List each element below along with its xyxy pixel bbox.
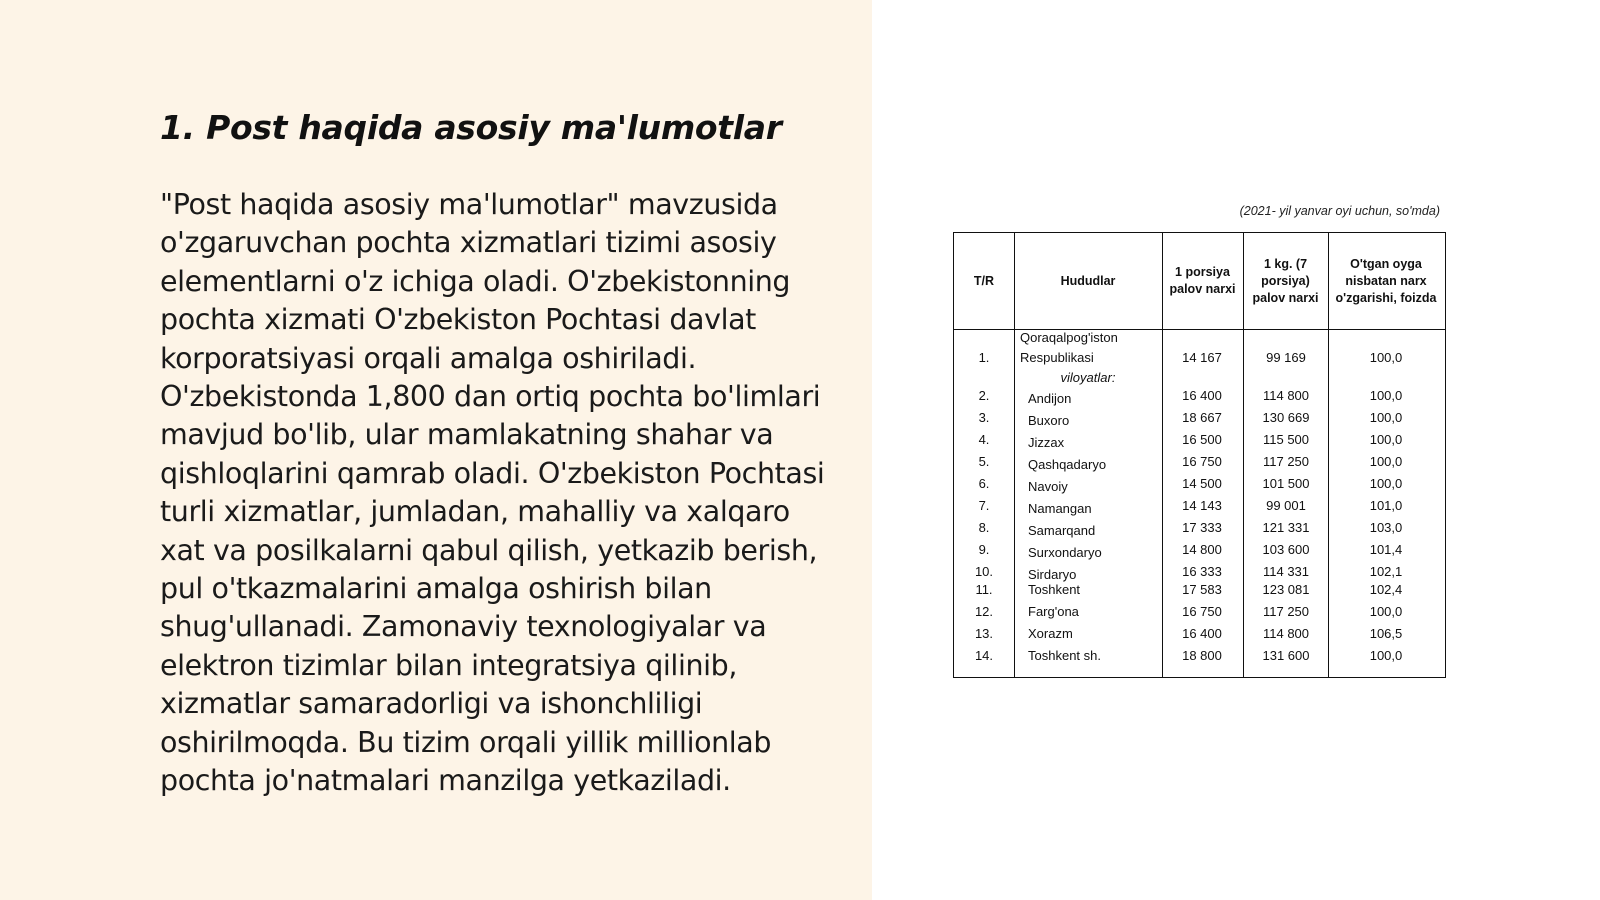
row-num: 10.: [974, 564, 994, 579]
region-cell: Toshkent: [1028, 582, 1081, 597]
price-kg-cell: 130 669: [1262, 410, 1310, 425]
change-cell: 100,0: [1369, 476, 1403, 491]
price-1-cell: 14 500: [1182, 476, 1222, 491]
subheading: viloyatlar:: [1060, 370, 1116, 385]
price-table: [953, 232, 1446, 678]
price-kg-cell: 114 800: [1262, 626, 1310, 641]
row-num: 5.: [978, 454, 990, 469]
change-cell: 100,0: [1369, 604, 1403, 619]
price-kg-cell: 117 250: [1262, 454, 1310, 469]
region-cell: Xorazm: [1028, 626, 1073, 641]
change-cell: 100,0: [1369, 410, 1403, 425]
change-cell: 101,0: [1369, 498, 1403, 513]
header-price-1: 1 porsiya palov narxi: [1169, 265, 1236, 296]
change-cell: 101,4: [1369, 542, 1403, 557]
price-1-cell: 14 143: [1182, 498, 1222, 513]
price-1-cell: 16 750: [1182, 454, 1222, 469]
price-kg-cell: 121 331: [1262, 520, 1310, 535]
row-num: 9.: [978, 542, 990, 557]
header-num: T/R: [973, 273, 995, 288]
price-1-cell: 17 333: [1182, 520, 1222, 535]
row-num: 14.: [974, 648, 994, 663]
slide-body-text: "Post haqida asosiy ma'lumotlar" mavzusida o'zgaruvchan pochta xizmatlari tizimi asosiy elementlarni o'z ichiga oladi. O'zbekistonning pochta xizmati O'zbekiston Pochtasi davlat korporatsiyasi orqali amalga oshiriladi. O'zbekistonda 1,800 dan ortiq pochta bo'limlari mavjud bo'lib, ular mamlakatning shahar va qishloqlarini qamrab oladi. O'zbekiston Pochtasi turli xizmatlar, jumladan, mahalliy va xalqaro xat va posilkalarni qabul qilish, yetkazib berish, pul o'tkazmalarini amalga oshirish bilan shug'ullanadi. Zamonaviy texnologiyalar va elektron tizimlar bilan integratsiya qilinib, xizmatlar samaradorligi va ishonchliligi oshirilmoqda. Bu tizim orqali yillik millionlab pochta jo'natmalari manzilga yetkaziladi.: [160, 188, 825, 798]
price-kg-cell: 114 331: [1262, 564, 1310, 579]
price-kg-cell: 114 800: [1262, 388, 1310, 403]
price-1-cell: 17 583: [1182, 582, 1222, 597]
region-cell: Andijon: [1028, 391, 1072, 406]
row-num: 2.: [978, 388, 990, 403]
region-line: Qoraqalpog'iston: [1020, 330, 1118, 345]
price-1-cell: 14 800: [1182, 542, 1222, 557]
row-num: 11.: [975, 582, 993, 597]
price-kg-cell: 99 001: [1266, 498, 1306, 513]
row-num: 3.: [978, 410, 990, 425]
region-cell: Buxoro: [1028, 413, 1070, 428]
price-1-cell: 18 667: [1182, 410, 1222, 425]
price-kg-cell: 123 081: [1262, 582, 1310, 597]
price-kg-cell: 101 500: [1262, 476, 1310, 491]
region-cell: Samarqand: [1028, 523, 1096, 538]
table-note: (2021- yil yanvar oyi uchun, so'mda): [1239, 204, 1440, 218]
row-num: 1.: [978, 350, 990, 365]
price-1-cell: 18 800: [1182, 648, 1222, 663]
row-num: 8.: [978, 520, 990, 535]
row-num: 6.: [978, 476, 990, 491]
region-line: Respublikasi: [1020, 350, 1094, 365]
price-1-cell: 16 500: [1182, 432, 1222, 447]
change-cell: 102,1: [1369, 564, 1403, 579]
region-cell: Navoiy: [1028, 479, 1068, 494]
slide-title: 1. Post haqida asosiy ma'lumotlar: [160, 108, 782, 147]
region-cell: Toshkent sh.: [1028, 648, 1101, 663]
region-cell: Qashqadaryo: [1028, 457, 1107, 472]
price-1-cell: 16 400: [1182, 626, 1222, 641]
row-num: 13.: [974, 626, 994, 641]
price-1-cell: 16 333: [1182, 564, 1222, 579]
price-kg-cell: 99 169: [1266, 350, 1306, 365]
change-cell: 102,4: [1369, 582, 1403, 597]
change-cell: 100,0: [1369, 388, 1403, 403]
header-region: Hududlar: [1060, 273, 1116, 288]
row-num: 4.: [978, 432, 990, 447]
header-price-kg: 1 kg. (7 porsiya) palov narxi: [1252, 256, 1319, 305]
change-cell: 106,5: [1369, 626, 1403, 641]
change-cell: 100,0: [1369, 454, 1403, 469]
header-change: O'tgan oyga nisbatan narx o'zgarishi, foizda: [1335, 256, 1437, 305]
price-kg-cell: 103 600: [1262, 542, 1310, 557]
price-kg-cell: 131 600: [1262, 648, 1310, 663]
region-cell: Sirdaryo: [1028, 567, 1077, 582]
change-cell: 100,0: [1369, 432, 1403, 447]
price-1-cell: 14 167: [1182, 350, 1222, 365]
region-cell: Surxondaryo: [1028, 545, 1102, 560]
price-1-cell: 16 400: [1182, 388, 1222, 403]
change-cell: 103,0: [1369, 520, 1403, 535]
price-kg-cell: 117 250: [1262, 604, 1310, 619]
region-cell: Farg'ona: [1028, 604, 1079, 619]
region-cell: Jizzax: [1028, 435, 1065, 450]
change-cell: 100,0: [1369, 648, 1403, 663]
region-cell: Namangan: [1028, 501, 1092, 516]
price-kg-cell: 115 500: [1262, 432, 1310, 447]
change-cell: 100,0: [1369, 350, 1403, 365]
row-num: 12.: [974, 604, 994, 619]
row-num: 7.: [978, 498, 990, 513]
price-1-cell: 16 750: [1182, 604, 1222, 619]
